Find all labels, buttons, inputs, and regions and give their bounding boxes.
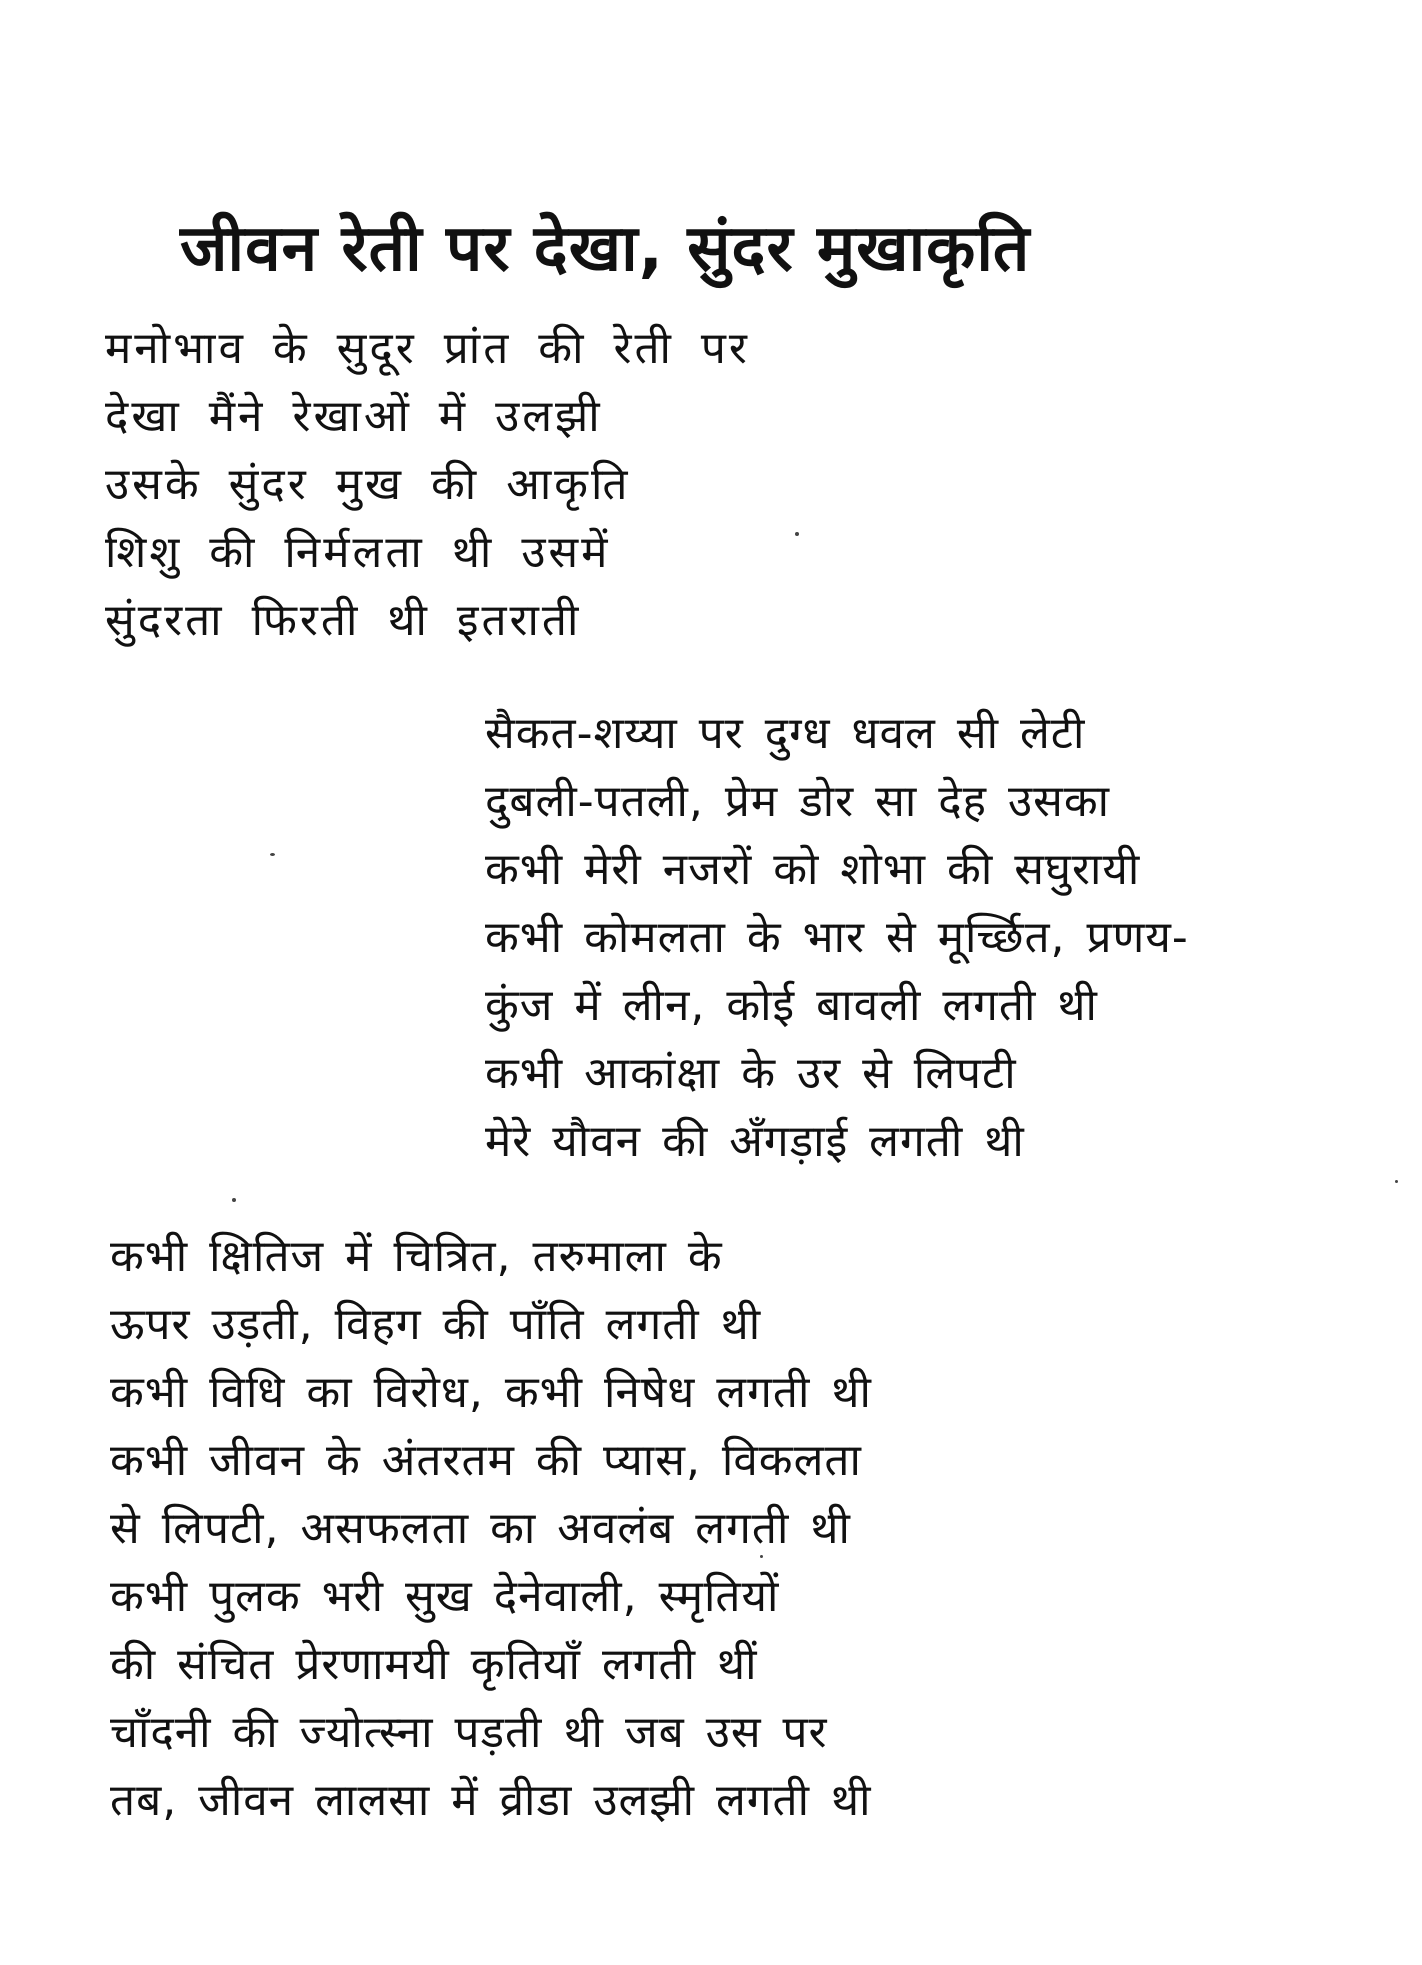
stanza-3-line-1: कभी क्षितिज में चित्रित, तरुमाला के: [110, 1231, 723, 1282]
scan-speck: [760, 1555, 763, 1558]
stanza-2-line-5: कुंज में लीन, कोई बावली लगती थी: [485, 980, 1098, 1031]
stanza-2-line-4: कभी कोमलता के भार से मूर्च्छित, प्रणय-: [485, 912, 1189, 963]
stanza-2-line-1: सैकत-शय्या पर दुग्ध धवल सी लेटी: [485, 708, 1086, 759]
scan-speck: [232, 1198, 236, 1202]
stanza-3-line-7: की संचित प्रेरणामयी कृतियाँ लगती थीं: [110, 1639, 758, 1690]
stanza-3-line-2: ऊपर उड़ती, विहग की पाँति लगती थी: [110, 1299, 762, 1350]
stanza-1-line-4: शिशु की निर्मलता थी उसमें: [105, 527, 611, 578]
poem-title: जीवन रेती पर देखा, सुंदर मुखाकृति: [180, 211, 1031, 286]
stanza-1: [105, 315, 750, 655]
stanza-2-line-3: कभी मेरी नजरों को शोभा की सघुरायी: [485, 844, 1141, 895]
scan-speck: [795, 532, 799, 536]
stanza-2-line-7: मेरे यौवन की अँगड़ाई लगती थी: [485, 1116, 1025, 1167]
stanza-3-line-5: से लिपटी, असफलता का अवलंब लगती थी: [110, 1503, 851, 1554]
stanza-3-line-3: कभी विधि का विरोध, कभी निषेध लगती थी: [110, 1367, 872, 1418]
scan-speck: [1395, 1180, 1398, 1183]
stanza-3-line-9: तब, जीवन लालसा में व्रीडा उलझी लगती थी: [110, 1775, 872, 1826]
stanza-3-line-6: कभी पुलक भरी सुख देनेवाली, स्मृतियों: [110, 1571, 780, 1622]
stanza-1-line-5: सुंदरता फिरती थी इतराती: [105, 595, 582, 646]
stanza-2: [485, 700, 1205, 1176]
scan-speck: [270, 853, 275, 856]
stanza-3: [110, 1223, 870, 1835]
stanza-1-line-1: मनोभाव के सुदूर प्रांत की रेती पर: [105, 323, 750, 374]
stanza-2-line-6: कभी आकांक्षा के उर से लिपटी: [485, 1048, 1017, 1099]
stanza-1-line-2: देखा मैंने रेखाओं में उलझी: [105, 391, 603, 442]
stanza-3-line-4: कभी जीवन के अंतरतम की प्यास, विकलता: [110, 1435, 862, 1486]
stanza-3-line-8: चाँदनी की ज्योत्स्ना पड़ती थी जब उस पर: [110, 1707, 828, 1758]
stanza-2-line-2: दुबली-पतली, प्रेम डोर सा देह उसका: [485, 776, 1111, 827]
stanza-1-line-3: उसके सुंदर मुख की आकृति: [105, 459, 631, 510]
